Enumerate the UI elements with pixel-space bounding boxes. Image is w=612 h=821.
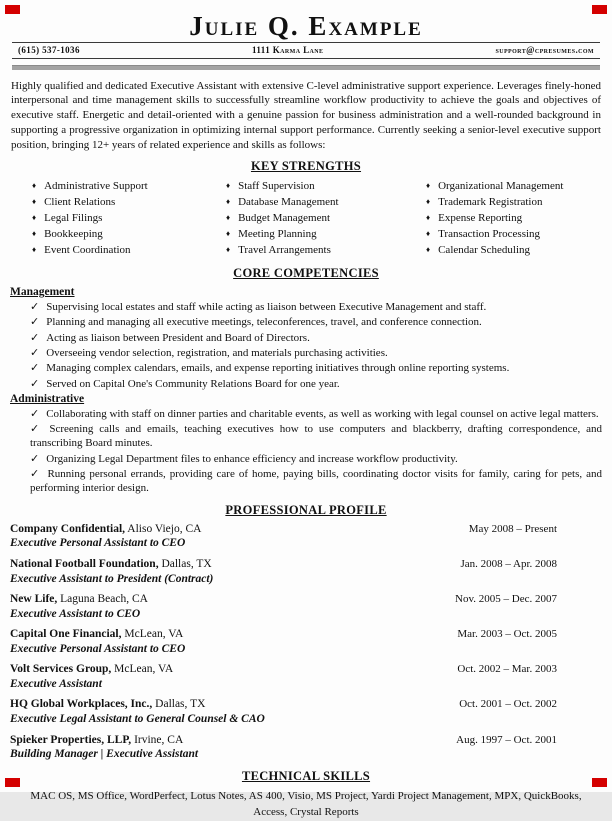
competency-text: Served on Capital One's Community Relations Board for one year. (46, 377, 340, 390)
page-title: Julie Q. Example (189, 11, 423, 41)
job-entry (10, 628, 602, 656)
administrative-items (10, 407, 602, 496)
company-name: Spieker Properties, LLP, (10, 733, 132, 746)
competency-text: Acting as liaison between President and Board of Directors. (46, 331, 310, 344)
company-name: Company Confidential, (10, 522, 126, 535)
competency-item (10, 377, 602, 391)
competency-text: Managing complex calendars, emails, and expense reporting initiatives through online reporting systems. (46, 362, 510, 375)
job-dates: Jan. 2008 – Apr. 2008 (460, 557, 557, 570)
company-location: Dallas, TX (152, 698, 206, 711)
diamond-bullet-icon: ♦ (226, 181, 231, 191)
competency-item (10, 422, 602, 451)
check-bullet-icon: ✓ (30, 377, 40, 390)
header-rule-bottom (12, 58, 600, 59)
competency-item (10, 407, 602, 421)
diamond-bullet-icon: ♦ (32, 197, 37, 207)
strength-item (226, 227, 402, 243)
strength-label: Database Management (238, 196, 339, 209)
job-entry (10, 734, 602, 762)
subsection-administrative: Administrative (10, 392, 85, 405)
competency-text: Running personal errands, providing care of home, paying bills, coordinating doctor visits for family, caring for pets, and performing interior design. (30, 468, 602, 495)
strength-label: Expense Reporting (438, 212, 523, 225)
strengths-column-1 (10, 179, 208, 259)
company-name: HQ Global Workplaces, Inc., (10, 698, 153, 711)
job-title: Executive Assistant (10, 678, 102, 691)
diamond-bullet-icon: ♦ (226, 229, 231, 239)
strength-label: Staff Supervision (238, 180, 315, 193)
job-title: Executive Personal Assistant to CEO (10, 537, 186, 550)
section-title-professional-profile: PROFESSIONAL PROFILE (225, 502, 387, 517)
job-title: Executive Personal Assistant to CEO (10, 642, 186, 655)
diamond-bullet-icon: ♦ (426, 181, 431, 191)
competency-item (10, 346, 602, 360)
company-location: Dallas, TX (158, 557, 212, 570)
street-address: 1111 Karma Lane (252, 44, 324, 55)
strength-label: Bookkeeping (44, 228, 103, 241)
job-title: Executive Assistant to CEO (10, 607, 141, 620)
strength-label: Calendar Scheduling (438, 244, 531, 257)
section-title-key-strengths: KEY STRENGTHS (250, 159, 362, 174)
strength-label: Legal Filings (44, 212, 103, 225)
competency-item (10, 467, 602, 496)
job-dates: Nov. 2005 – Dec. 2007 (455, 592, 557, 605)
strength-label: Meeting Planning (238, 228, 317, 241)
competency-item (10, 361, 602, 375)
summary-paragraph: Highly qualified and dedicated Executive Assistant with extensive C-level administrative support experience. Leverages finely-honed interpersonal and time management skills to successfully streamline workflow productivity to achieve the goals and objectives of executive staff. Energetic and detail-oriented with a genuine passion for business administration and a well-rounded background in supporting a progressive organization in optimizing internal support performance. Currently seeking a senior-level executive support position, bringing 12+ years of related experience and skills as follows: (11, 79, 601, 151)
strength-label: Travel Arrangements (238, 244, 331, 257)
divider-bar (12, 65, 600, 70)
job-dates: Oct. 2002 – Mar. 2003 (457, 663, 557, 676)
job-header (10, 734, 602, 748)
strength-item (426, 227, 602, 243)
competency-item (10, 452, 602, 466)
strength-item (426, 195, 602, 211)
check-bullet-icon: ✓ (30, 301, 40, 314)
strength-item (226, 195, 402, 211)
job-company-line (10, 698, 205, 712)
strength-item (426, 243, 602, 259)
strength-label: Client Relations (44, 196, 116, 209)
strength-item (32, 195, 208, 211)
job-company-line (10, 558, 212, 572)
strength-item (226, 243, 402, 259)
company-location: Aliso Viejo, CA (125, 522, 202, 535)
competency-text: Planning and managing all executive meetings, teleconferences, travel, and conference connection. (46, 316, 482, 329)
strength-item (426, 211, 602, 227)
strength-label: Administrative Support (44, 180, 148, 193)
strength-item (32, 227, 208, 243)
strength-item (32, 179, 208, 195)
key-strengths-columns (10, 179, 602, 259)
company-name: Capital One Financial, (10, 628, 122, 641)
diamond-bullet-icon: ♦ (426, 245, 431, 255)
diamond-bullet-icon: ♦ (32, 213, 37, 223)
phone-number: (615) 537-1036 (18, 44, 80, 55)
job-header (10, 663, 602, 677)
strength-label: Organizational Management (438, 180, 564, 193)
strength-label: Transaction Processing (438, 228, 541, 241)
corner-mark-bottom-left (5, 778, 20, 787)
company-location: McLean, VA (111, 663, 174, 676)
diamond-bullet-icon: ♦ (426, 197, 431, 207)
technical-skills-text: MAC OS, MS Office, WordPerfect, Lotus Notes, AS 400, Visio, MS Project, Yardi Project Management, MPX, QuickBooks, Access, Crystal Reports (30, 789, 582, 818)
strength-item (226, 179, 402, 195)
strengths-column-2 (208, 179, 402, 259)
diamond-bullet-icon: ♦ (32, 181, 37, 191)
job-header (10, 593, 602, 607)
competency-text: Screening calls and emails, teaching executives how to use computers and blackberry, drafting correspondence, and transcribing Board minutes. (30, 423, 603, 450)
check-bullet-icon: ✓ (30, 331, 40, 344)
competency-text: Organizing Legal Department files to enhance efficiency and increase workflow productivity. (46, 452, 458, 465)
job-list (10, 523, 602, 762)
job-company-line (10, 663, 173, 677)
job-company-line (10, 523, 201, 537)
job-dates: Aug. 1997 – Oct. 2001 (456, 733, 557, 746)
company-name: National Football Foundation, (10, 557, 159, 570)
job-entry (10, 698, 602, 726)
job-header (10, 523, 602, 537)
company-location: McLean, VA (121, 628, 184, 641)
diamond-bullet-icon: ♦ (32, 245, 37, 255)
corner-mark-bottom-right (592, 778, 607, 787)
competency-item (10, 315, 602, 329)
diamond-bullet-icon: ♦ (426, 213, 431, 223)
job-title: Executive Legal Assistant to General Counsel & CAO (10, 713, 265, 726)
company-location: Laguna Beach, CA (57, 592, 148, 605)
job-company-line (10, 593, 148, 607)
job-dates: Mar. 2003 – Oct. 2005 (457, 628, 557, 641)
corner-mark-top-left (5, 5, 20, 14)
job-entry (10, 523, 602, 551)
job-entry (10, 663, 602, 691)
company-location: Irvine, CA (131, 733, 184, 746)
diamond-bullet-icon: ♦ (226, 245, 231, 255)
strength-item (32, 243, 208, 259)
check-bullet-icon: ✓ (30, 452, 40, 465)
check-bullet-icon: ✓ (30, 423, 43, 436)
check-bullet-icon: ✓ (30, 468, 41, 481)
competency-text: Collaborating with staff on dinner parties and charitable events, as well as working with legal counsel on active legal matters. (46, 407, 599, 420)
job-entry (10, 593, 602, 621)
job-dates: Oct. 2001 – Oct. 2002 (459, 698, 557, 711)
strength-item (226, 211, 402, 227)
strength-label: Budget Management (238, 212, 331, 225)
diamond-bullet-icon: ♦ (226, 213, 231, 223)
strength-label: Event Coordination (44, 244, 131, 257)
check-bullet-icon: ✓ (30, 316, 40, 329)
check-bullet-icon: ✓ (30, 346, 40, 359)
strength-item (426, 179, 602, 195)
job-header (10, 558, 602, 572)
section-title-technical-skills: TECHNICAL SKILLS (241, 768, 371, 783)
diamond-bullet-icon: ♦ (426, 229, 431, 239)
check-bullet-icon: ✓ (30, 407, 40, 420)
job-company-line (10, 734, 183, 748)
job-header (10, 628, 602, 642)
management-items (10, 300, 602, 391)
check-bullet-icon: ✓ (30, 362, 40, 375)
job-header (10, 698, 602, 712)
competency-item (10, 331, 602, 345)
company-name: Volt Services Group, (10, 663, 112, 676)
contact-row (10, 43, 602, 58)
section-title-core-competencies: CORE COMPETENCIES (233, 266, 379, 281)
diamond-bullet-icon: ♦ (226, 197, 231, 207)
diamond-bullet-icon: ♦ (32, 229, 37, 239)
job-company-line (10, 628, 183, 642)
competency-text: Supervising local estates and staff while acting as liaison between Executive Management and staff. (46, 301, 487, 314)
company-name: New Life, (10, 592, 58, 605)
competency-text: Overseeing vendor selection, registration, and materials purchasing activities. (46, 346, 388, 359)
subsection-management: Management (10, 286, 75, 299)
strengths-column-3 (402, 179, 602, 259)
job-dates: May 2008 – Present (468, 522, 557, 535)
job-title: Building Manager | Executive Assistant (10, 748, 199, 761)
corner-mark-top-right (592, 5, 607, 14)
job-title: Executive Assistant to President (Contract) (10, 572, 214, 585)
email-address: support@cpresumes.com (495, 44, 594, 55)
strength-label: Trademark Registration (438, 196, 543, 209)
competency-item (10, 300, 602, 314)
job-entry (10, 558, 602, 586)
strength-item (32, 211, 208, 227)
